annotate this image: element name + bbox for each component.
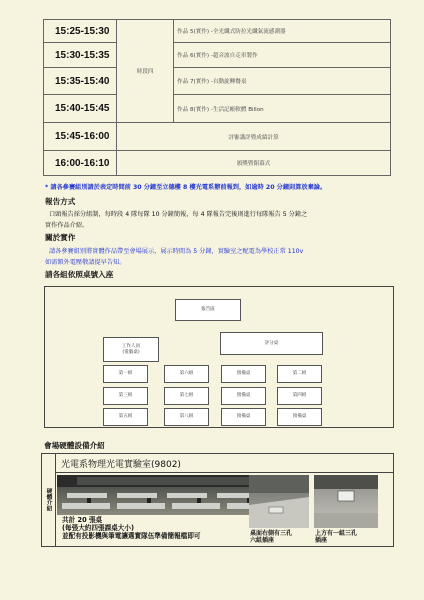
seating-heading: 請各組依照桌號入座 [45, 270, 114, 279]
report-text-2: 實作作品介紹。 [45, 222, 89, 229]
group-desk-8: 第八組 [164, 408, 209, 426]
report-text-1: 口頭報告採分組制，每時段 4 隊每隊 10 分鐘簡報，每 4 隊報告完後則進行每隊報告 5 分鐘之 [49, 211, 308, 218]
display-heading: 關於實作 [45, 233, 76, 242]
desk-socket-caption-line: 六組插座 [250, 537, 275, 545]
table-row [44, 151, 391, 176]
spare-desk: 預備桌 [221, 387, 266, 405]
staff-desk [103, 337, 159, 362]
time-cell: 15:25-15:30 [44, 20, 117, 43]
staff-desk-sublabel: (電腦桌) [122, 349, 140, 355]
lab-caption-line: 並配有投影機與筆電讓選實隊伍準備簡報檔即可 [62, 531, 201, 540]
item-cell: 作品 6(實作) -超音波自走車製作 [174, 43, 391, 68]
group-desk-7: 第七組 [164, 387, 209, 405]
podium-box: 報告區 [175, 299, 241, 321]
group-desk-1: 第一組 [103, 365, 148, 383]
desk-socket-photo [249, 475, 309, 528]
room-name: 光電系物理光電實驗室(9802) [61, 459, 181, 470]
checkin-notice: * 請各參賽組別請於表定時間前 30 分鐘至立德樓 8 樓光電系辦前報到，如逾時 20 分鐘則算放棄論。 [45, 184, 327, 191]
venue-side-label: 硬體介紹 [45, 488, 51, 512]
table-row [44, 20, 391, 43]
item-cell: 作品 5(實作) -全光纖式防拉光纖氣流感測器 [174, 20, 391, 43]
display-text-2: 如需額外電壓敬請提早告知。 [45, 259, 126, 266]
spare-desk: 預備桌 [221, 365, 266, 383]
group-desk-4: 第四組 [277, 387, 322, 405]
item-cell: 評審講評暨成績計算 [117, 123, 391, 151]
table-row [44, 68, 391, 95]
spare-desk: 預備桌 [277, 408, 322, 426]
time-cell: 15:30-15:35 [44, 43, 117, 68]
group-desk-6: 第六組 [164, 365, 209, 383]
venue-heading: 會場硬體設備介紹 [44, 441, 105, 450]
display-text-1: 請各參賽組別將實體作品帶至會場展示，展示時間為 5 分鐘，實驗室之配電為學校正常 110v [49, 248, 304, 255]
item-cell: 作品 8(實作) -生活記帳軟體 Billon [174, 95, 391, 123]
group-desk-2: 第二組 [277, 365, 322, 383]
spare-desk: 預備桌 [221, 408, 266, 426]
desk-socket-caption [250, 530, 292, 544]
venue-box [41, 453, 394, 547]
report-heading: 報告方式 [45, 197, 76, 206]
overhead-socket-caption-line: 插座 [315, 537, 328, 545]
overhead-socket-caption [315, 530, 357, 544]
time-cell: 15:45-16:00 [44, 123, 117, 151]
judges-desk: 評分桌 [220, 332, 323, 355]
table-row [44, 95, 391, 123]
group-desk-5: 第五組 [103, 408, 148, 426]
time-cell: 16:00-16:10 [44, 151, 117, 176]
item-cell: 作品 7(實作) -自動旋轉餐桌 [174, 68, 391, 95]
table-row [44, 43, 391, 68]
group-desk-3: 第三組 [103, 387, 148, 405]
schedule-table [43, 19, 391, 176]
room-name-cell [55, 454, 393, 473]
time-cell: 15:40-15:45 [44, 95, 117, 123]
desk-socket-caption-line: 桌面右側有三孔 [250, 530, 293, 537]
time-cell: 15:35-15:40 [44, 68, 117, 95]
lab-caption-line: (每張大約四張課桌大小) [62, 523, 134, 532]
period-cell: 時段四 [117, 20, 174, 123]
seating-diagram [44, 286, 394, 428]
staff-desk-label: 工作人員 [121, 343, 141, 349]
venue-side-label-cell [42, 454, 56, 546]
overhead-socket-caption-line: 上方有一組三孔 [315, 530, 358, 537]
lab-caption-line: 共計 20 張桌 [62, 516, 103, 524]
lab-caption [62, 517, 200, 541]
table-row [44, 123, 391, 151]
item-cell: 頒獎暨閉幕式 [117, 151, 391, 176]
overhead-socket-photo [314, 475, 378, 528]
